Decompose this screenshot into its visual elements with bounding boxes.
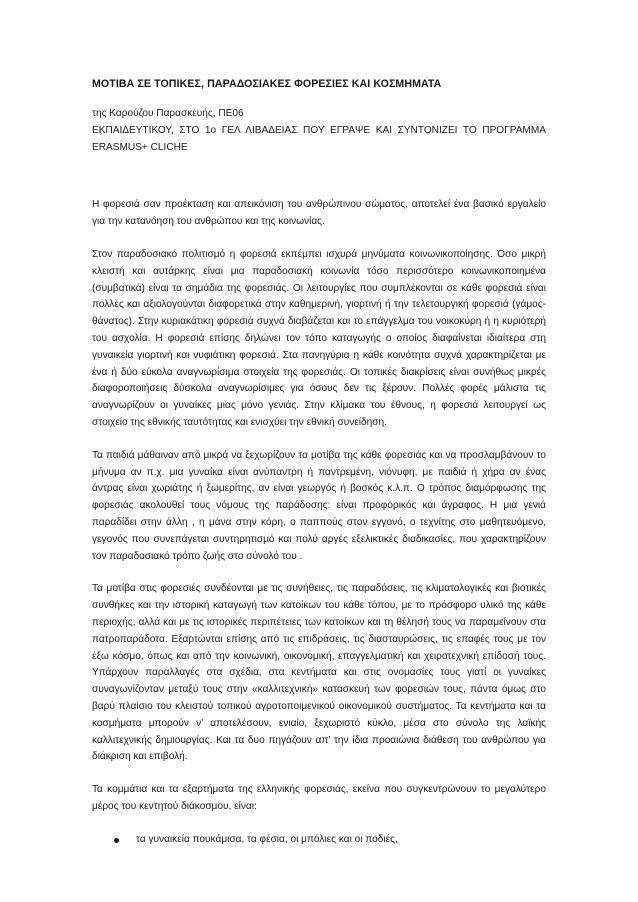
document-title: ΜΟΤΙΒΑ ΣΕ ΤΟΠΙΚΕΣ, ΠΑΡΑΔΟΣΙΑΚΕΣ ΦΟΡΕΣΙΕΣ ΚΑΙ ΚΟΣΜΗΜΑΤΑ <box>92 78 442 90</box>
paragraph: Τα κομμάτια και τα εξαρτήματα της ελληνικής φορεσιάς, εκείνα που συγκεντρώνουν το μεγαλύτερο μέρος του κεντητού διάκοσμου, είναι: <box>92 784 546 812</box>
paragraph: Η φορεσιά σαν προέκταση και απεικόνιση του ανθρώπινου σώματος, αποτελεί ένα βασικό εργαλείο για την κατανόηση του ανθρώπου και της κοινωνίας. <box>92 199 546 228</box>
paragraph: Τα μοτίβα στις φορεσιές συνδέονται με τις συνήθειες, τις παραδόσεις, τις κλιματολογικές και βιοτικές συνθήκες και την ιστορική καταγωγή των κατοίκων του κάθε τόπου, με το πρόσφορο υλικό της κάθε περιοχής, αλλά και με τις ιστορικές περιπέτειες των κατοίκων και τη θέλησή τους να παραμείνουν στα πατροπαράδοτα. Εξαρτώνται επίσης από τις επιδράσεις, τις διασταυρώσεις, τις επαφές τους με τον έξω κόσμο, όπως και από την κοινωνική, οικονομική, επαγγελματική και χειροτεχνική επίδοσή τους. Υπάρχουν παραλλαγές στα σχέδια, στα κεντήματα και στις ονομασίες τους γιατί οι γυναίκες συναγωνίζονταν μεταξύ τους στην «καλλιτεχνική» κατασκευή των φορεσιών τους, πάντα όμως στο βαρύ πλαίσιο του κλειστού τοπικού αγροτοποιμενικού οικονομικού συστήματος. Τα κεντήματα και τα κοσμήματα μπορούν ν’ αποτελέσουν, ενιαίο, ξεχωριστό κύκλο, μέσα στο σύνολο της λαϊκής καλλιτεχνικής δημιουργίας. Και τα δυο πηγάζουν απ’ την ίδια προαιώνια διάθεση του ανθρώπου για διάκριση και επιβολή. <box>92 583 546 763</box>
author-line: της Καρούζου Παρασκευής, ΠΕ06 <box>92 108 244 119</box>
bullet-icon <box>114 838 119 843</box>
bullet-list <box>92 832 546 849</box>
bullet-text: τα γυναικεία πουκάμισα, τα φέσια, οι μπόλιες και οι ποδιές, <box>136 833 398 845</box>
bullet-item <box>114 832 546 849</box>
paragraph: Στον παραδοσιακό πολιτισμό η φορεσιά εκπέμπει ισχυρά μηνύματα κοινωνικοποίησης. Όσο μικρή κλειστή και αυτάρκης είναι μια παραδοσιακή κοινωνία τόσο περισσότερο κοινωνικοποιημένα (συμβατικά) είναι τα σημάδια της φορεσιάς. Οι λειτουργίες που συμπλέκονται σε κάθε φορεσιά είναι πολλές και αξιολογούνται διαφορετικά στην καθημερινή, γιορτινή ή την τελετουργική φορεσιά (γάμος-θάνατος). Στην κυριακάτικη φορεσιά συχνά διαβάζεται και το επάγγελμα του νοικοκύρη ή η κυριότερή του ασχολία. Η φορεσιά επίσης δηλώνει τον τόπο καταγωγής ο οποίος διαφαίνεται ιδιαίτερα στη γυναικεία γιορτινή και νυφιάτικη φορεσιά. Στα πανηγύρια η κάθε κοινότητα συχνά χαρακτηρίζεται με ένα ή δύο εύκολα αναγνωρίσιμα στοιχεία της φορεσιάς. Οι τοπικές διακρίσεις είναι συνήθως μικρές διαφοροποιήσεις δύσκολα αναγνωρίσιμες για όσους δεν τις ξέρουν. Πολλές φορές μάλιστα τις αναγνωρίζουν οι γυναίκες μιας μόνο γενιάς. Στην κλίμακα του έθνους, η φορεσιά λειτουργεί ως στοιχείο της εθνικής ταυτότητας και ενισχύει την εθνική συνείδηση. <box>92 248 546 428</box>
paragraph: Τα παιδιά μάθαιναν από μικρά να ξεχωρίζουν τα μοτίβα της κάθε φορεσιάς και να προσλαμβάνουν το μήνυμα αν π.χ. μια γυναίκα είναι ανύπαντρη ή παντρεμένη, νιόνυφη, με παιδιά ή χήρα αν ένας άντρας είναι χωριάτης ή ξωμερίτης, αν είναι γεωργός ή βοσκός κ.λ.π. Ο τρόπος διαμόρφωσης της φορεσιάς ακολουθεί τους νόμους της παράδοσης: είναι προφορικός και άγραφος. Η μια γενιά παραδίδει στην άλλη , η μάνα στην κόρη, ο παππούς στον εγγονό, ο τεχνίτης στο μαθητευόμενο, γεγονός που συνεπάγεται συντηρητισμό και πολύ αργές εξελικτικές διαδικασίες, που χαρακτηρίζουν τον παραδοσιακό τρόπο ζωής στο σύνολό του . <box>92 449 546 562</box>
school-line: ΕΚΠΑΙΔΕΥΤΙΚΟΥ, ΣΤΟ 1ο ΓΕΛ ΛΙΒΑΔΕΙΑΣ ΠΟΥ ΕΓΡΑΨΕ ΚΑΙ ΣΥΝΤΟΝΙΖΕΙ ΤΟ ΠΡΟΓΡΑΜΜΑ ERASMUS+ CLICHE <box>92 124 546 153</box>
